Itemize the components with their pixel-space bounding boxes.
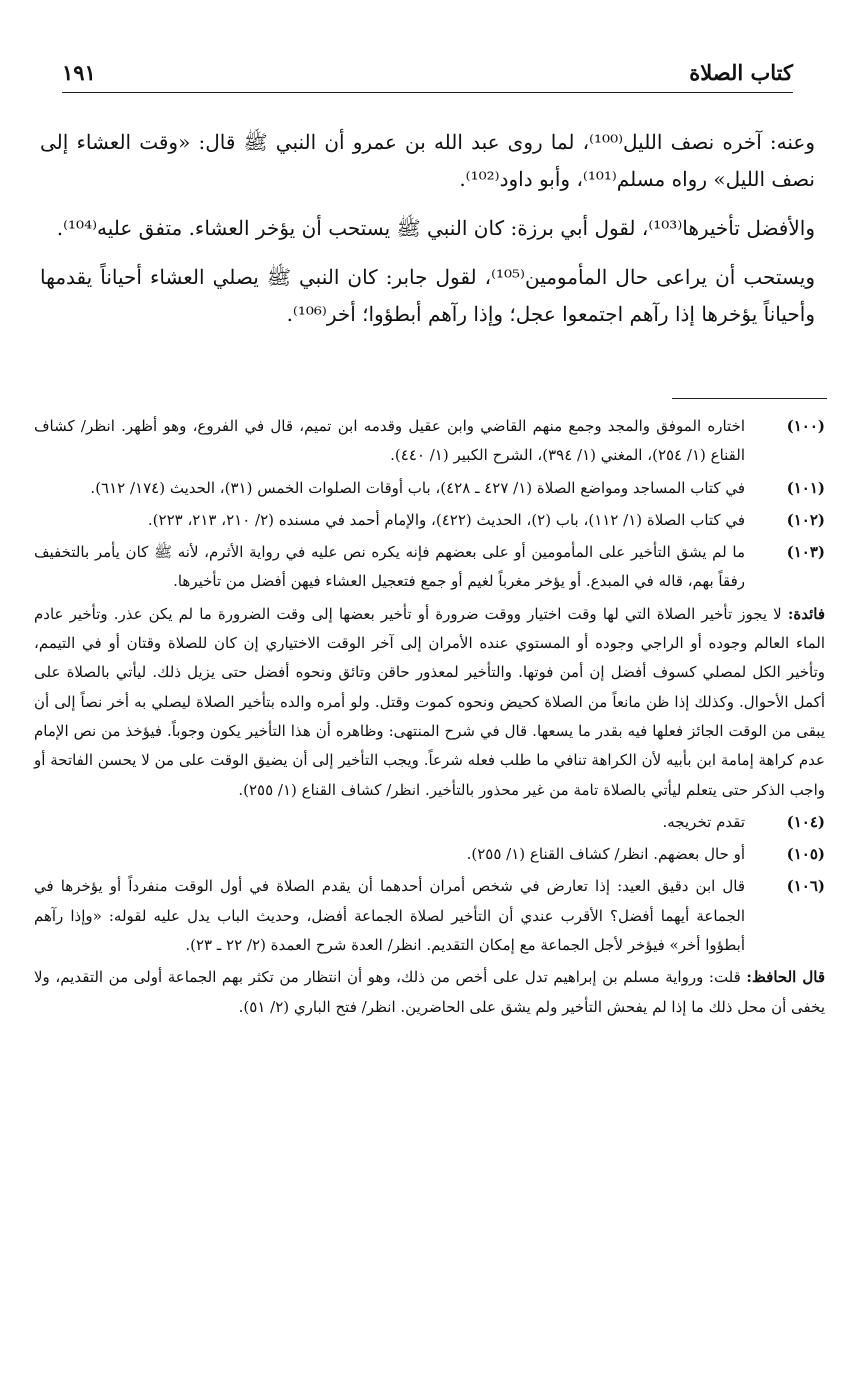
footnote-number: (١٠٠): [786, 417, 825, 435]
footnote-separator: [672, 398, 827, 399]
faida-label: فائدة:: [787, 604, 825, 623]
faida-note: [34, 600, 825, 805]
paragraph: ويستحب أن يراعى حال المأمومين⁽¹⁰⁵⁾، لقول جابر: كان النبي ﷺ يصلي العشاء أحياناً يقدمها وأحياناً يؤخرها إذا رآهم اجتمعوا عجل؛ وإذا رآهم أبطؤوا؛ أخر⁽¹⁰⁶⁾.: [40, 265, 815, 326]
footnote-number: (١٠٥): [786, 845, 825, 864]
footnote-number: (١٠١): [786, 478, 825, 497]
footnote-number: (١٠٦): [786, 877, 825, 896]
faida-text: لا يجوز تأخير الصلاة التي لها وقت اختيار ووقت ضرورة أو تأخير بعضها إلى وقت الضرورة ما لم يكن عذر. وتأخير عادم الماء العالم وجوده أو الراجي وجوده أو المستوي عنده الأمران إلى آخر الوقت الاختياري إن كان للصلاة وقتان أو في التيمم، وتأخير الكل لمصلي كسوف أفضل إن أمن فوتها. والتأخير لمعذور حاقن وتائق ونحوه أفضل حتى يزيل ذلك. ليأتي بالصلاة على أكمل الأحوال. وكذلك إذا ظن مانعاً من الصلاة كحيض ونحوه كموت وقتل. ولو أمره والده بتأخير الصلاة ليصلي به أخر نصاً إلى أن يبقى من الوقت الجائز فعلها فيه بقدر ما يسعها. قال في شرح المنتهى: وظاهره أن هذا التأخير يكون وجوباً. فيؤخذ من نص الإمام عدم كراهة إمامة ابن بأبيه لأن الكراهة تنافي ما طلب فعله شرعاً. ويجب التأخير إلى أن يضيق الوقت على من لا يحسن الفاتحة أو واجب الذكر حتى يتعلم ليأتي بالصلاة تامة من غير محذور بالتأخير. انظر/ كشاف القناع (١/ ٢٥٥).: [34, 604, 825, 799]
footnote-text: قال ابن دقيق العيد: إذا تعارض في شخص أمران أحدهما أن يقدم الصلاة في أول الوقت منفرداً أو يؤخرها في الجماعة أيهما أفضل؟ الأقرب عندي أن التأخير لصلاة الجماعة أفضل، وحديث الباب يدل عليه لقوله: «وإذا رآهم أبطؤوا أخر» فيؤخر لأجل الجماعة مع إمكان التقديم. انظر/ العدة شرح العمدة (٢/ ٢٢ ـ ٢٣).: [34, 877, 745, 955]
footnotes: [34, 412, 825, 1025]
footnote-text: في كتاب الصلاة (١/ ١١٢)، باب (٢)، الحديث (٤٢٢)، والإمام أحمد في مسنده (٢/ ٢١٠، ٢١٣، ٢٢٣).: [147, 510, 745, 529]
footnote: [34, 872, 825, 960]
footnote: [34, 474, 825, 503]
paragraph: والأفضل تأخيرها⁽¹⁰³⁾، لقول أبي برزة: كان النبي ﷺ يستحب أن يؤخر العشاء. متفق عليه⁽¹⁰⁴⁾.: [56, 216, 815, 240]
footnote: [34, 840, 825, 869]
page-number: ١٩١: [62, 60, 96, 85]
footnote: [34, 808, 825, 837]
footnote-number: (١٠٤): [786, 812, 825, 831]
footnote: [34, 506, 825, 535]
chapter-title: كتاب الصلاة: [689, 60, 793, 85]
footnote: [34, 538, 825, 597]
footnote-number: (١٠٣): [786, 543, 825, 562]
footnote-text: اختاره الموفق والمجد وجمع منهم القاضي وابن عقيل وقدمه ابن تميم، قال في الفروع، وهو أظهر. انظر/ كشاف القناع (١/ ٢٥٤)، المغني (١/ ٣٩٤)، الشرح الكبير (١/ ٤٤٠).: [34, 417, 745, 465]
footnote-text: أو حال بعضهم. انظر/ كشاف القناع (١/ ٢٥٥).: [466, 845, 745, 864]
footnote-text: في كتاب المساجد ومواضع الصلاة (١/ ٤٢٧ ـ ٤٢٨)، باب أوقات الصلوات الخمس (٣١)، الحديث (١٧٤/ ٦١٢).: [90, 478, 745, 497]
footnote: [34, 412, 825, 471]
footnote-text: تقدم تخريجه.: [662, 812, 745, 831]
hafiz-text: قلت: ورواية مسلم بن إبراهيم تدل على أخص من ذلك، وهو أن انتظار من تكثر بهم الجماعة أولى من التقديم، ولا يخفى أن محل ذلك ما إذا لم يفحش التأخير ولم يشق على الحاضرين. انظر/ فتح الباري (٢/ ٥١).: [34, 968, 825, 1016]
page-header: [62, 58, 793, 93]
footnote-text: ما لم يشق التأخير على المأمومين أو على بعضهم فإنه يكره نص عليه في رواية الأثرم، لأنه ﷺ كان يأمر بالتخفيف رفقاً بهم، قاله في المبدع. أو يؤخر مغرباً لغيم أو جمع فتعجيل العشاء فيهن أفضل من تأخيرها.: [34, 543, 745, 591]
hafiz-note: [34, 963, 825, 1022]
hafiz-label: قال الحافظ:: [746, 968, 825, 987]
paragraph: وعنه: آخره نصف الليل⁽¹⁰⁰⁾، لما روى عبد الله بن عمرو أن النبي ﷺ قال: «وقت العشاء إلى نصف الليل» رواه مسلم⁽¹⁰¹⁾، وأبو داود⁽¹⁰²⁾.: [40, 130, 815, 191]
footnote-number: (١٠٢): [786, 510, 825, 529]
main-text: [40, 124, 815, 345]
